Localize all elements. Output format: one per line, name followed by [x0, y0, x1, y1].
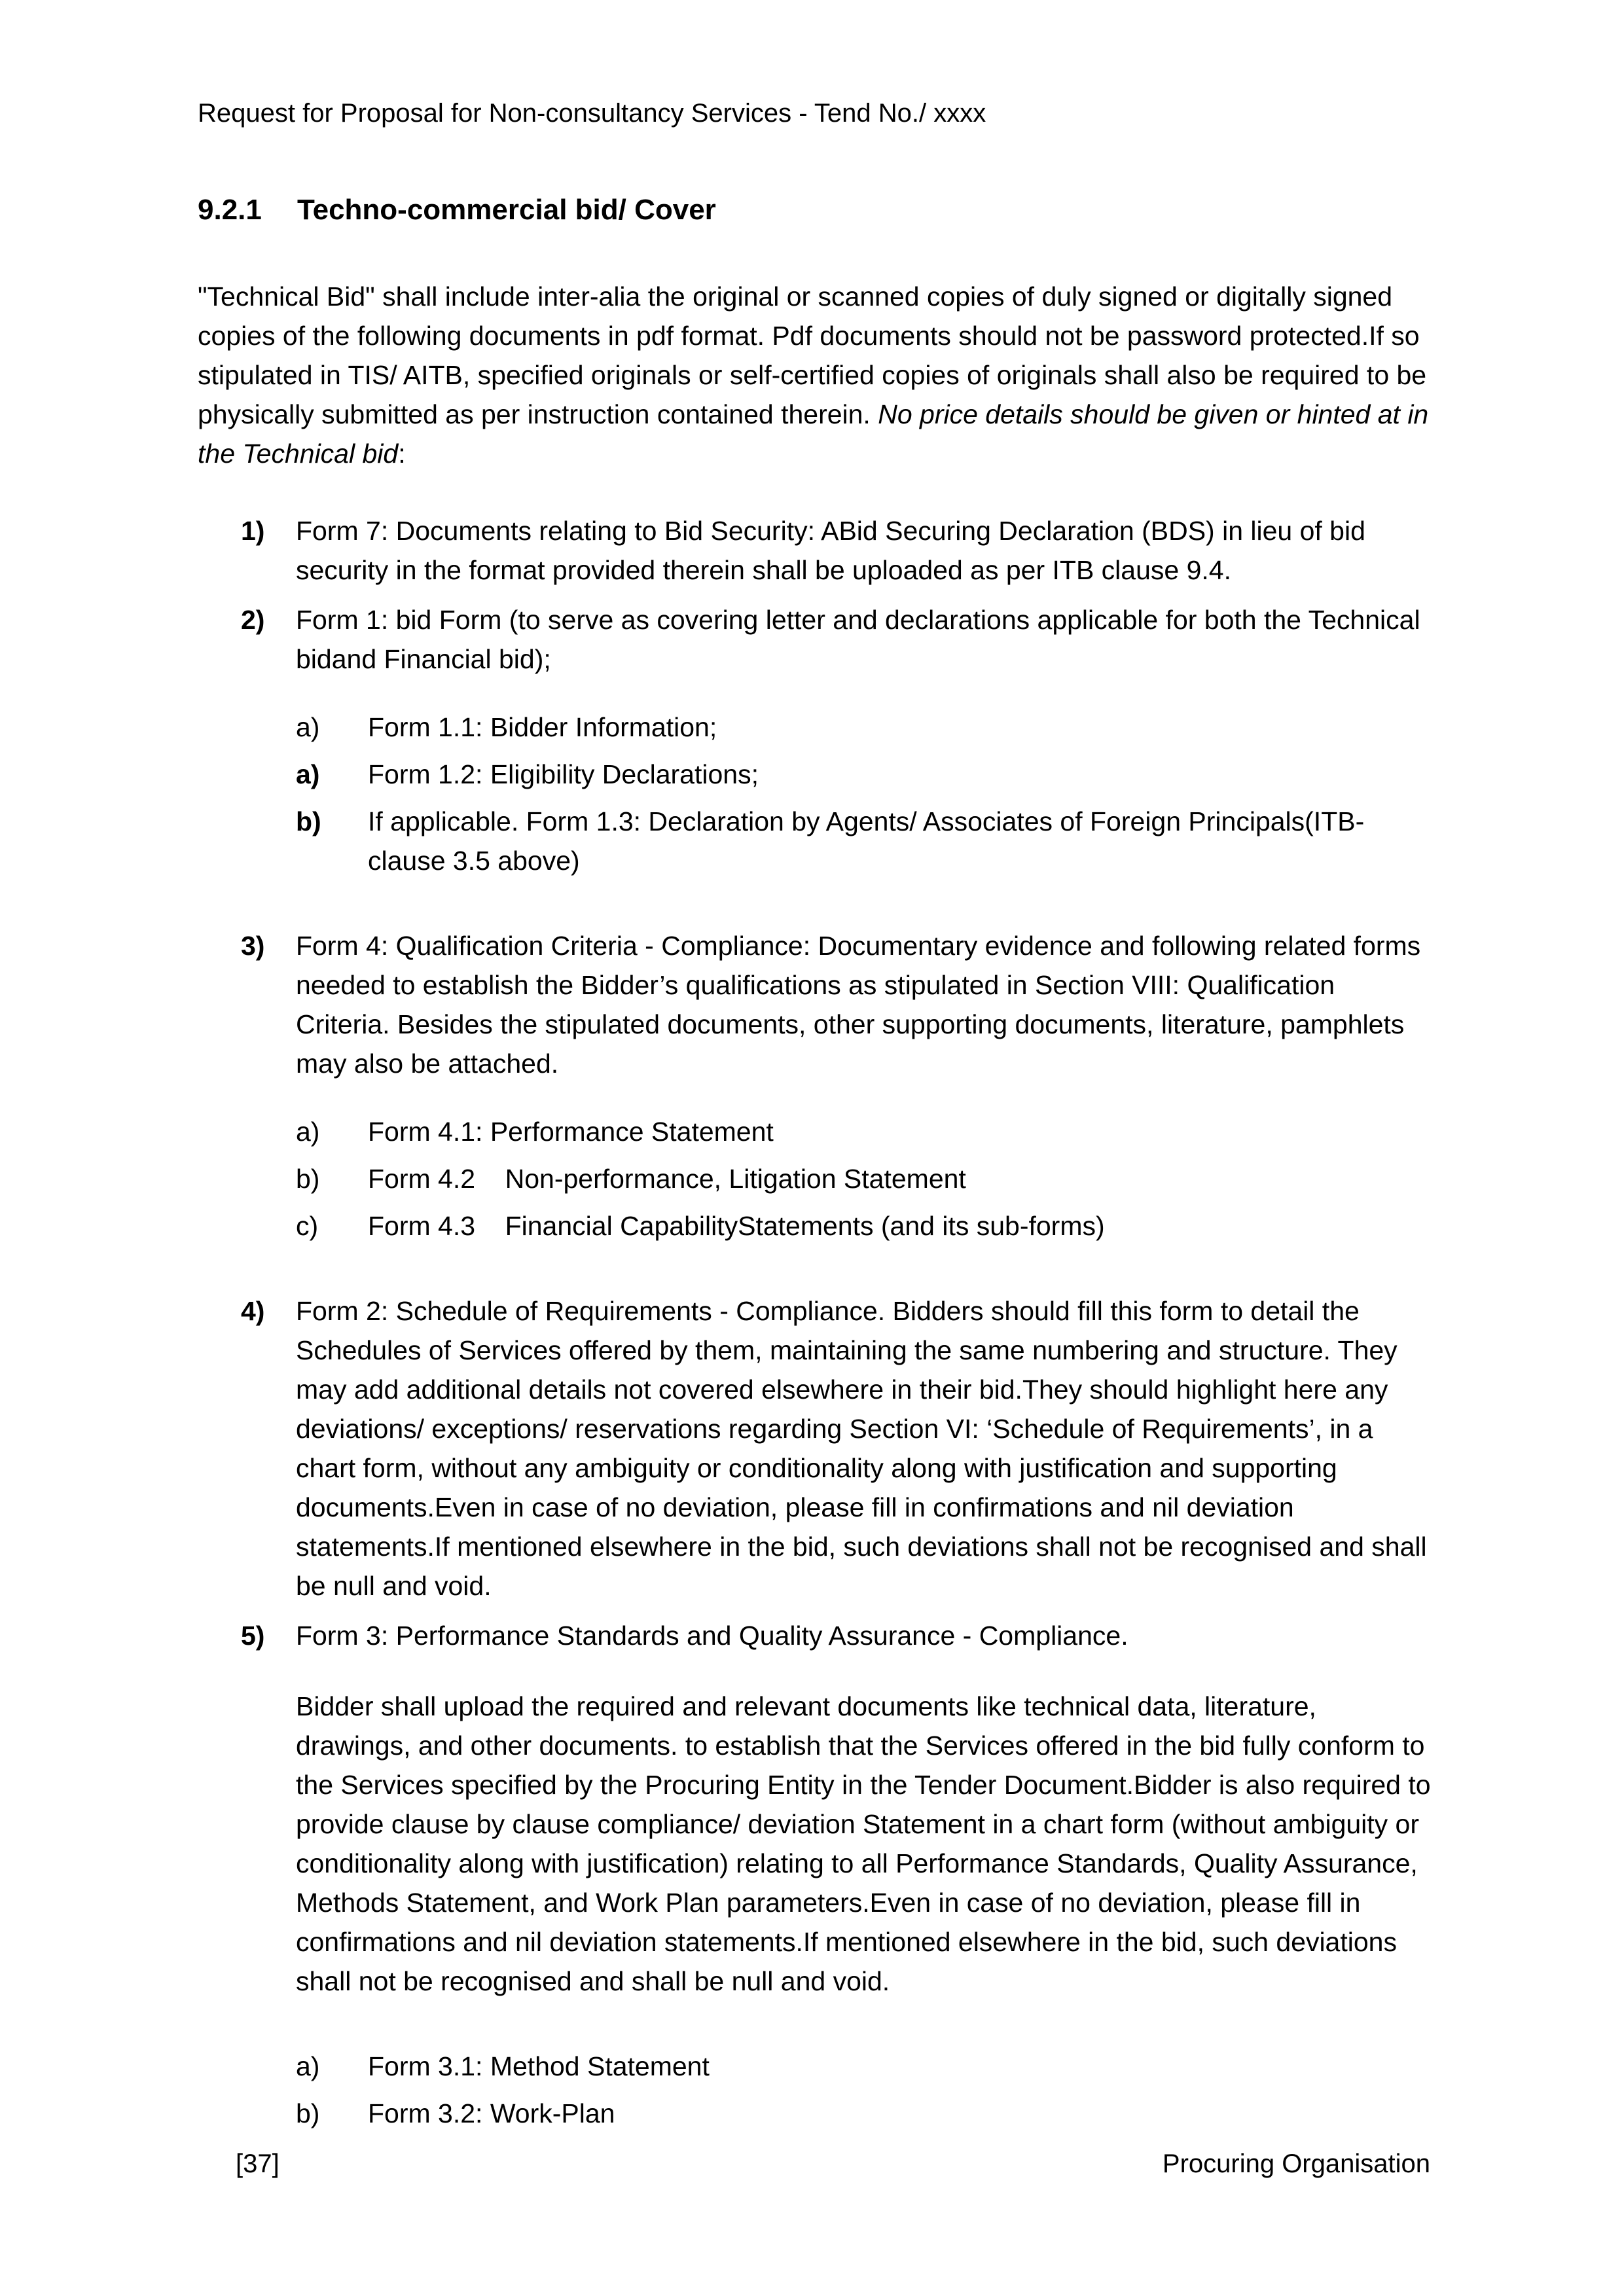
sublist-form3-item-b-text: Form 3.2: Work-Plan: [368, 2098, 615, 2129]
list-item-4: [198, 1291, 1435, 1605]
list-item-3: [198, 926, 1431, 1083]
list-item-5-text: Form 3: Performance Standards and Quality Assurance - Compliance.: [296, 1621, 1128, 1651]
list-item-1-marker: 1): [241, 516, 265, 547]
document-body: [198, 191, 1438, 2179]
sublist-form4-item-c: [198, 1206, 1431, 1246]
list-item-3-text: Form 4: Qualification Criteria - Compliance: Documentary evidence and following related forms needed to establish the Bidder’s qualifications as stipulated in Section VIII: Qualification Criteria. Besides the stipulated documents, other supporting documents, literature, pamphlets may also be attached.: [296, 931, 1428, 1079]
list-item-2-marker: 2): [241, 605, 265, 636]
sublist-form4-item-c-marker: c): [296, 1211, 319, 1242]
page-footer: [198, 2148, 1430, 2179]
intro-italic-text: No price details should be given or hinted at in the Technical bid: [198, 399, 1429, 469]
sublist-form3-item-b-marker: b): [296, 2098, 320, 2129]
section-heading: [198, 191, 1431, 228]
section-number: 9.2.1: [198, 194, 262, 226]
page-number: [37]: [236, 2149, 280, 2178]
sublist-form1-item-a2: [198, 755, 1431, 794]
sublist-form4-item-b: [198, 1159, 1431, 1198]
sublist-form4-item-a: [198, 1112, 1431, 1151]
sublist-form1-item-a2-text: Form 1.2: Eligibility Declarations;: [368, 759, 759, 790]
sublist-form1: [198, 708, 1431, 880]
sublist-form1-item-a1-marker: a): [296, 712, 320, 743]
list-item-1-text: Form 7: Documents relating to Bid Security: ABid Securing Declaration (BDS) in lieu of bid security in the format provided therein shall be uploaded as per ITB clause 9.4.: [296, 516, 1373, 586]
sublist-form3-item-a: [198, 2047, 1431, 2086]
sublist-form1-item-b: [198, 802, 1431, 880]
sublist-form1-item-a1: [198, 708, 1431, 747]
sublist-form4-item-a-marker: a): [296, 1117, 320, 1147]
sublist-form3-item-a-marker: a): [296, 2051, 320, 2082]
list-item-4-text: Form 2: Schedule of Requirements - Compliance. Bidders should fill this form to detail the Schedules of Services offered by them, maintaining the same numbering and structure. They may add additional details not covered elsewhere in their bid.They should highlight here any deviations/ exceptions/ reservations regarding Section VI: ‘Schedule of Requirements’, in a chart form, without any ambiguity or conditionality along with justification and supporting documents.Even in case of no deviation, please fill in confirmations and nil deviation statements.If mentioned elsewhere in the bid, such deviations shall not be recognised and shall be null and void.: [296, 1296, 1435, 1602]
section-title: Techno-commercial bid/ Cover: [297, 194, 716, 226]
form3-description-paragraph: Bidder shall upload the required and relevant documents like technical data, literature, drawings, and other documents. to establish that the Services offered in the bid fully conform to the Services specified by the Procuring Entity in the Tender Document.Bidder is also required to provide clause by clause compliance/ deviation Statement in a chart form (without ambiguity or conditionality along with justification) relating to all Performance Standards, Quality Assurance, Methods Statement, and Work Plan parameters.Even in case of no deviation, please fill in confirmations and nil deviation statements.If mentioned elsewhere in the bid, such deviations shall not be recognised and shall be null and void.: [296, 1691, 1438, 1997]
page-header: [198, 97, 986, 130]
list-item-1: [198, 511, 1431, 590]
sublist-form3-item-a-text: Form 3.1: Method Statement: [368, 2051, 710, 2082]
sublist-form3-item-b: [198, 2094, 1431, 2133]
list-item-2-text: Form 1: bid Form (to serve as covering letter and declarations applicable for both the Technical bidand Financial bid);: [296, 605, 1428, 675]
sublist-form3: [198, 2047, 1431, 2133]
list-item-4-marker: 4): [241, 1296, 265, 1327]
sublist-form4-item-b-text: Form 4.2 Non-performance, Litigation Statement: [368, 1164, 966, 1194]
sublist-form1-item-a2-marker: a): [296, 759, 320, 790]
sublist-form4-item-c-text: Form 4.3 Financial CapabilityStatements (and its sub-forms): [368, 1211, 1105, 1242]
sublist-form4-item-a-text: Form 4.1: Performance Statement: [368, 1117, 774, 1147]
sublist-form4-item-b-marker: b): [296, 1164, 320, 1194]
sublist-form1-item-b-marker: b): [296, 806, 321, 837]
intro-paragraph: [198, 277, 1434, 473]
list-item-2: [198, 600, 1431, 679]
intro-colon: :: [398, 439, 406, 469]
list-item-5-marker: 5): [241, 1621, 265, 1651]
sublist-form1-item-a1-text: Form 1.1: Bidder Information;: [368, 712, 717, 743]
footer-organisation-text: Procuring Organisation: [1162, 2149, 1430, 2178]
list-item-5: [198, 1616, 1431, 1655]
sublist-form4: [198, 1112, 1431, 1246]
header-title-text: Request for Proposal for Non-consultancy Services - Tend No./ xxxx: [198, 99, 986, 128]
sublist-form1-item-b-text: If applicable. Form 1.3: Declaration by Agents/ Associates of Foreign Principals(ITB-clause 3.5 above): [368, 806, 1365, 876]
intro-text: "Technical Bid" shall include inter-alia the original or scanned copies of duly signed or digitally signed copies of the following documents in pdf format. Pdf documents should not be password protected.If so stipulated in TIS/ AITB, specified originals or self-certified copies of originals shall also be required to be physically submitted as per instruction contained therein.: [198, 281, 1434, 430]
list-item-3-marker: 3): [241, 931, 265, 961]
